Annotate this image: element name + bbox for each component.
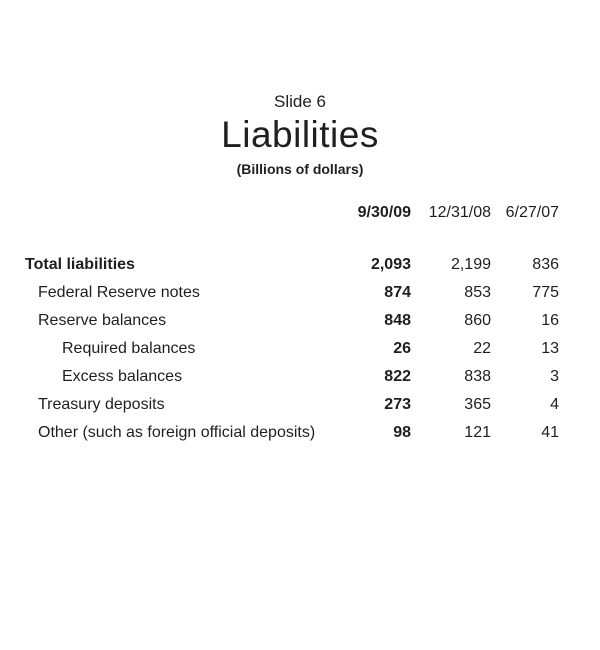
- slide-number: Slide 6: [274, 92, 326, 111]
- row-label: Total liabilities: [25, 255, 135, 273]
- row-federal-reserve-notes: [25, 278, 559, 306]
- cell-value: 838: [464, 367, 491, 385]
- cell-value: 822: [384, 367, 411, 385]
- cell-value: 848: [384, 311, 411, 329]
- cell-value: 836: [532, 255, 559, 273]
- row-label: Other (such as foreign official deposits): [38, 423, 316, 441]
- cell-value: 273: [384, 395, 411, 413]
- slide-subtitle: (Billions of dollars): [236, 161, 364, 177]
- row-label: Reserve balances: [38, 311, 167, 329]
- table-header-row: [25, 204, 559, 250]
- cell-value: 26: [393, 339, 411, 357]
- row-label: Excess balances: [62, 367, 183, 385]
- row-label: Required balances: [62, 339, 196, 357]
- cell-value: 16: [541, 311, 559, 329]
- cell-value: 365: [464, 395, 491, 413]
- row-other-deposits: [25, 418, 559, 446]
- column-header-9-30-09: 9/30/09: [357, 204, 411, 221]
- row-reserve-balances: [25, 306, 559, 334]
- cell-value: 3: [550, 367, 559, 385]
- row-total-liabilities: [25, 250, 559, 278]
- row-excess-balances: [25, 362, 559, 390]
- cell-value: 4: [550, 395, 559, 413]
- header-label-spacer: [25, 204, 355, 250]
- cell-value: 98: [393, 423, 411, 441]
- cell-value: 775: [532, 283, 559, 301]
- cell-value: 853: [464, 283, 491, 301]
- cell-value: 874: [384, 283, 411, 301]
- cell-value: 22: [473, 339, 491, 357]
- liabilities-table: [25, 204, 559, 446]
- cell-value: 2,093: [370, 255, 411, 273]
- row-required-balances: [25, 334, 559, 362]
- cell-value: 2,199: [450, 255, 491, 273]
- slide-title: Liabilities: [221, 114, 379, 155]
- cell-value: 41: [541, 423, 559, 441]
- row-label: Treasury deposits: [38, 395, 165, 413]
- slide-header: [0, 0, 600, 180]
- column-header-12-31-08: 12/31/08: [428, 204, 491, 221]
- cell-value: 121: [464, 423, 491, 441]
- cell-value: 860: [464, 311, 491, 329]
- row-label: Federal Reserve notes: [38, 283, 200, 301]
- row-treasury-deposits: [25, 390, 559, 418]
- column-header-6-27-07: 6/27/07: [505, 204, 559, 221]
- cell-value: 13: [541, 339, 559, 357]
